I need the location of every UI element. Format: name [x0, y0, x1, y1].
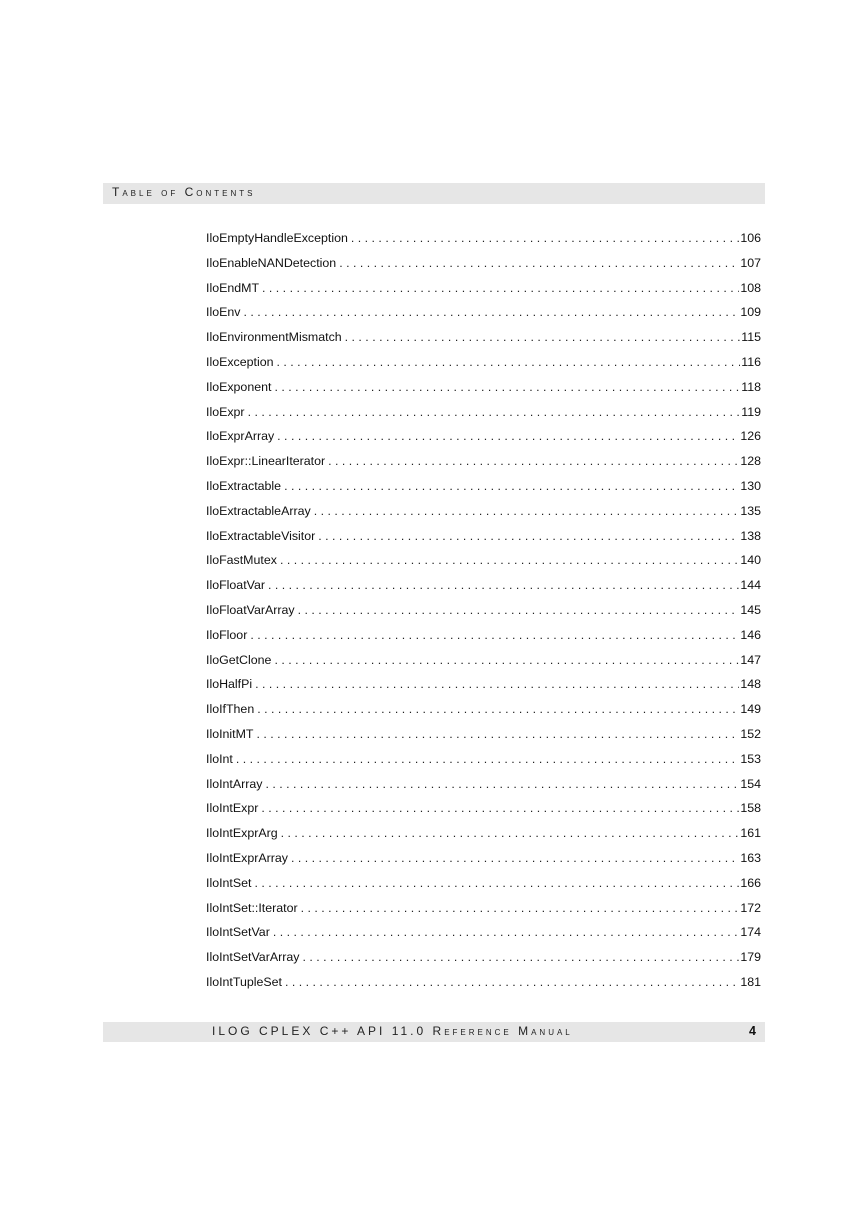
toc-dot-leader: [328, 451, 739, 471]
toc-entry-title[interactable]: IloExpr: [206, 404, 245, 419]
toc-entry[interactable]: [206, 426, 761, 451]
toc-dot-leader: [255, 674, 739, 694]
toc-entry-page[interactable]: 128: [740, 454, 761, 469]
toc-dot-leader: [243, 302, 739, 322]
toc-entry[interactable]: [206, 377, 761, 402]
toc-entry-page[interactable]: 126: [740, 429, 761, 444]
toc-entry-title[interactable]: IloExpr::LinearIterator: [206, 454, 326, 469]
toc-dot-leader: [291, 848, 739, 868]
page-header: [103, 183, 765, 204]
toc-entry[interactable]: [206, 774, 761, 799]
toc-entry[interactable]: [206, 327, 761, 352]
toc-entry-page[interactable]: 174: [740, 925, 761, 940]
toc-entry-page[interactable]: 119: [741, 404, 761, 419]
toc-dot-leader: [285, 972, 739, 992]
toc-entry[interactable]: [206, 972, 761, 997]
toc-entry-page[interactable]: 179: [740, 950, 761, 965]
toc-entry-title[interactable]: IloIntTupleSet: [206, 974, 282, 989]
toc-entry-title[interactable]: IloExprArray: [206, 429, 275, 444]
toc-entry-title[interactable]: IloIntSetVar: [206, 925, 270, 940]
toc-entry-title[interactable]: IloEnvironmentMismatch: [206, 330, 342, 345]
toc-dot-leader: [345, 327, 741, 347]
toc-entry-page[interactable]: 161: [740, 826, 761, 841]
toc-entry[interactable]: [206, 352, 761, 377]
toc-entry-page[interactable]: 149: [740, 702, 761, 717]
toc-dot-leader: [302, 947, 739, 967]
toc-entry-page[interactable]: 118: [741, 379, 761, 394]
toc-entry-page[interactable]: 146: [740, 627, 761, 642]
page-footer: [103, 1022, 765, 1042]
toc-entry-title[interactable]: IloEmptyHandleException: [206, 231, 348, 245]
toc-entry-title[interactable]: IloEnableNANDetection: [206, 255, 337, 270]
toc-entry-page[interactable]: 148: [740, 677, 761, 692]
toc-dot-leader: [301, 898, 740, 918]
toc-entry-title[interactable]: IloIntExprArray: [206, 850, 288, 865]
toc-entry-title[interactable]: IloInt: [206, 751, 233, 766]
toc-entry-page[interactable]: 154: [740, 776, 761, 791]
toc-entry-page[interactable]: 109: [740, 305, 761, 320]
toc-dot-leader: [268, 575, 739, 595]
toc-entry-page[interactable]: 116: [741, 354, 761, 369]
toc-entry-title[interactable]: IloExtractableVisitor: [206, 528, 316, 543]
toc-dot-leader: [280, 550, 739, 570]
toc-dot-leader: [277, 426, 739, 446]
toc-entry-title[interactable]: IloIfThen: [206, 702, 255, 717]
toc-entry-title[interactable]: IloEnv: [206, 305, 241, 320]
toc-entry-page[interactable]: 181: [740, 974, 761, 989]
toc-dot-leader: [339, 253, 739, 273]
toc-entry[interactable]: [206, 625, 761, 650]
toc-entry[interactable]: [206, 922, 761, 947]
toc-entry-title[interactable]: IloIntArray: [206, 776, 263, 791]
toc-list: [206, 228, 761, 997]
toc-entry[interactable]: [206, 278, 761, 303]
toc-entry[interactable]: [206, 674, 761, 699]
toc-entry-page[interactable]: 115: [741, 330, 761, 345]
toc-dot-leader: [274, 650, 739, 670]
toc-dot-leader: [262, 278, 739, 298]
toc-entry[interactable]: [206, 724, 761, 749]
toc-entry-page[interactable]: 106: [740, 231, 761, 245]
toc-entry-page[interactable]: 138: [740, 528, 761, 543]
toc-dot-leader: [261, 798, 739, 818]
toc-entry[interactable]: [206, 451, 761, 476]
toc-entry[interactable]: [206, 749, 761, 774]
toc-dot-leader: [265, 774, 739, 794]
toc-dot-leader: [274, 377, 740, 397]
toc-entry[interactable]: [206, 550, 761, 575]
toc-dot-leader: [250, 625, 739, 645]
toc-entry[interactable]: [206, 402, 761, 427]
toc-entry-page[interactable]: 144: [740, 578, 761, 593]
toc-entry-page[interactable]: 153: [740, 751, 761, 766]
toc-entry[interactable]: [206, 575, 761, 600]
toc-entry[interactable]: [206, 798, 761, 823]
toc-entry[interactable]: [206, 848, 761, 873]
toc-entry-page[interactable]: 108: [740, 280, 761, 295]
toc-entry[interactable]: [206, 600, 761, 625]
toc-dot-leader: [248, 402, 741, 422]
toc-entry-title[interactable]: IloInitMT: [206, 726, 254, 741]
toc-entry-page[interactable]: 172: [740, 900, 761, 915]
toc-entry[interactable]: [206, 476, 761, 501]
toc-entry[interactable]: [206, 947, 761, 972]
toc-entry-title[interactable]: IloFloatVar: [206, 578, 265, 593]
toc-entry-title[interactable]: IloGetClone: [206, 652, 272, 667]
toc-entry-page[interactable]: 166: [740, 875, 761, 890]
toc-entry[interactable]: [206, 650, 761, 675]
toc-entry-title[interactable]: IloFastMutex: [206, 553, 277, 568]
toc-dot-leader: [284, 476, 739, 496]
toc-dot-leader: [298, 600, 740, 620]
toc-entry-title[interactable]: IloException: [206, 354, 274, 369]
toc-entry[interactable]: [206, 873, 761, 898]
toc-dot-leader: [236, 749, 739, 769]
toc-entry-page[interactable]: 135: [740, 503, 761, 518]
footer-page-number: 4: [749, 1024, 756, 1038]
toc-dot-leader: [257, 699, 739, 719]
toc-entry-page[interactable]: 130: [740, 478, 761, 493]
toc-entry-title[interactable]: IloIntExpr: [206, 801, 259, 816]
toc-entry-title[interactable]: IloExtractableArray: [206, 503, 311, 518]
toc-dot-leader: [254, 873, 739, 893]
toc-entry-page[interactable]: 152: [740, 726, 761, 741]
toc-entry-page[interactable]: 158: [740, 801, 761, 816]
header-title: Table of Contents: [112, 185, 256, 199]
toc-dot-leader: [318, 526, 739, 546]
toc-entry-title[interactable]: IloHalfPi: [206, 677, 253, 692]
toc-entry-title[interactable]: IloFloor: [206, 627, 248, 642]
toc-entry-page[interactable]: 107: [740, 255, 761, 270]
toc-dot-leader: [314, 501, 740, 521]
toc-entry-page[interactable]: 140: [740, 553, 761, 568]
toc-dot-leader: [273, 922, 739, 942]
toc-entry-title[interactable]: IloIntSet: [206, 875, 252, 890]
toc-entry-page[interactable]: 163: [740, 850, 761, 865]
toc-dot-leader: [281, 823, 740, 843]
toc-entry[interactable]: [206, 699, 761, 724]
toc-entry-title[interactable]: IloIntSetVarArray: [206, 950, 300, 965]
footer-title: ILOG CPLEX C++ API 11.0 Reference Manual: [212, 1024, 573, 1038]
toc-entry[interactable]: [206, 501, 761, 526]
toc-entry-title[interactable]: IloIntExprArg: [206, 826, 278, 841]
toc-entry-title[interactable]: IloFloatVarArray: [206, 602, 295, 617]
toc-dot-leader: [351, 228, 739, 248]
toc-entry-title[interactable]: IloExtractable: [206, 478, 282, 493]
toc-dot-leader: [257, 724, 740, 744]
toc-dot-leader: [277, 352, 741, 372]
toc-entry-title[interactable]: IloEndMT: [206, 280, 260, 295]
toc-entry-title[interactable]: IloIntSet::Iterator: [206, 900, 298, 915]
toc-entry[interactable]: [206, 253, 761, 278]
toc-entry-page[interactable]: 145: [740, 602, 761, 617]
toc-entry[interactable]: [206, 823, 761, 848]
toc-entry-page[interactable]: 147: [740, 652, 761, 667]
toc-entry-title[interactable]: IloExponent: [206, 379, 272, 394]
toc-entry[interactable]: [206, 228, 761, 253]
toc-entry[interactable]: [206, 526, 761, 551]
toc-entry[interactable]: [206, 898, 761, 923]
toc-entry[interactable]: [206, 302, 761, 327]
